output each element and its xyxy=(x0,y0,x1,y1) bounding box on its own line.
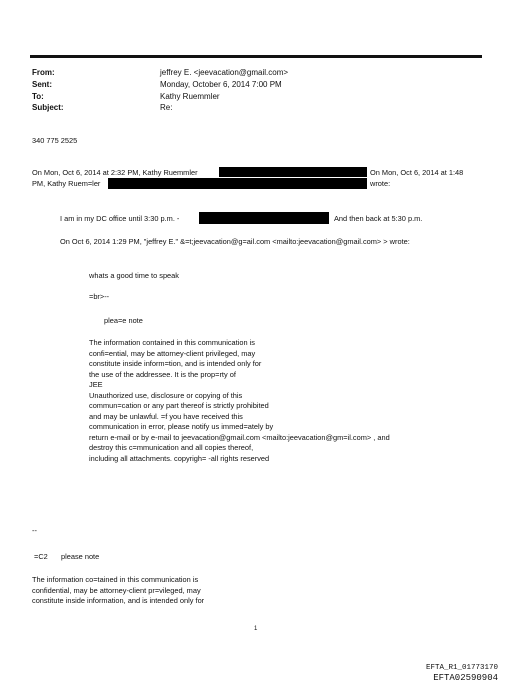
c2-please-note: please note xyxy=(61,552,100,561)
disclaimer-line: including all attachments. copyrigh= -all rights reserved xyxy=(89,453,270,463)
disclaimer2-block xyxy=(32,575,204,607)
please-note-line: plea=e note xyxy=(104,316,143,325)
from-value: jeffrey E. <jeevacation@gmail.com> xyxy=(160,68,289,77)
subject-value: Re: xyxy=(160,103,173,112)
bates-number-2: EFTA02590904 xyxy=(433,673,498,683)
redaction-bar xyxy=(108,178,367,189)
disclaimer-line: The information co=tained in this communication is xyxy=(32,575,199,584)
quote1-left-line1: On Mon, Oct 6, 2014 at 2:32 PM, Kathy Ruemmler xyxy=(32,168,198,177)
page-number: 1 xyxy=(254,626,258,632)
disclaimer-line: constitute inside information, and is intended only for xyxy=(32,596,205,605)
br-line: =br>-- xyxy=(89,292,110,301)
c2-code: =C2 xyxy=(34,552,48,561)
redaction-bar xyxy=(199,212,329,224)
subject-label: Subject: xyxy=(32,103,64,112)
disclaimer-line: Unauthorized use, disclosure or copying of this xyxy=(89,390,243,400)
header-rule xyxy=(30,55,482,58)
bates-number-1: EFTA_R1_01773170 xyxy=(425,664,498,672)
phone-number: 340 775 2525 xyxy=(32,136,78,145)
disclaimer-line: confi=ential, may be attorney-client privileged, may xyxy=(89,348,256,358)
redaction-bar xyxy=(219,167,367,177)
disclaimer-line: commun=cation or any part thereof is strictly prohibited xyxy=(89,401,269,410)
disclaimer-line: destroy this c=mmunication and all copies thereof, xyxy=(89,443,254,452)
disclaimer-line: return e-mail or by e-mail to jeevacation@gmail.com <mailto:jeevacation@gm=il.com> , and xyxy=(89,432,390,442)
disclaimer-line: JEE xyxy=(89,380,103,389)
quote1-left-line2: PM, Kathy Ruem=ler xyxy=(32,179,101,188)
quote1-right-line1: On Mon, Oct 6, 2014 at 1:48 xyxy=(370,168,464,177)
to-label: To: xyxy=(32,92,44,101)
disclaimer-line: The information contained in this communication is xyxy=(89,338,255,347)
quote2-line: On Oct 6, 2014 1:29 PM, "jeffrey E." &=t;jeevacation@g=ail.com <mailto:jeevacation@gmail.com> > wrote: xyxy=(60,237,410,246)
back-at-line: And then back at 5:30 p.m. xyxy=(334,214,423,223)
disclaimer-line: constitute inside inform=tion, and is intended only for xyxy=(89,359,262,368)
quote1-right-line2: wrote: xyxy=(370,179,391,188)
disclaimer-line: the use of the addressee. It is the prop=rty of xyxy=(89,369,236,379)
disclaimer-block xyxy=(89,338,390,464)
signature-dash: -- xyxy=(32,526,37,535)
disclaimer-line: communication in error, please notify us immed=ately by xyxy=(89,422,274,431)
sent-value: Monday, October 6, 2014 7:00 PM xyxy=(160,80,282,89)
good-time-line: whats a good time to speak xyxy=(89,271,179,280)
from-label: From: xyxy=(32,68,55,77)
dc-office-line: I am in my DC office until 3:30 p.m. - xyxy=(60,214,180,223)
disclaimer-line: and may be unlawful. =f you have received this xyxy=(89,411,243,421)
disclaimer-line: confidential, may be attorney-client pr=vileged, may xyxy=(32,585,201,595)
to-value: Kathy Ruemmler xyxy=(160,92,220,101)
sent-label: Sent: xyxy=(32,80,52,89)
